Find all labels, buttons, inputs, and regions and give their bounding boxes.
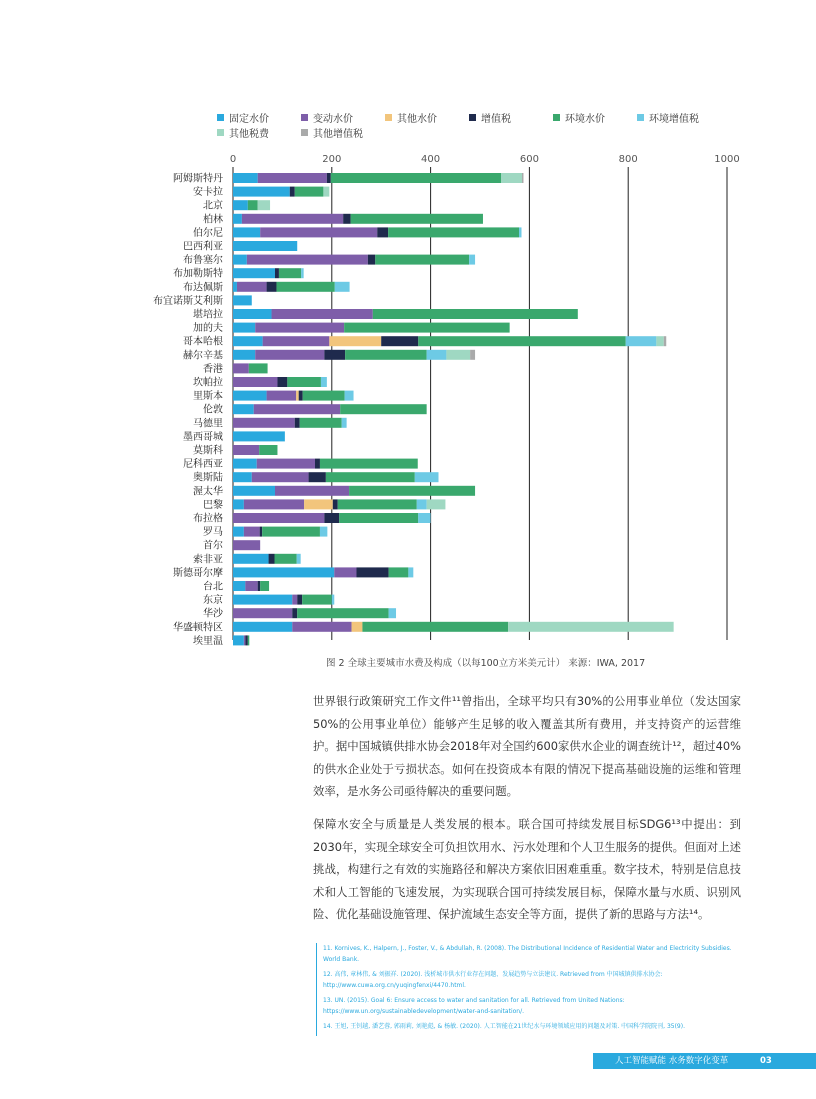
bar-segment <box>302 595 332 605</box>
bar-segment <box>299 391 303 401</box>
bar-segment <box>415 472 439 482</box>
bar-segment <box>275 268 279 278</box>
bar-segment <box>292 595 297 605</box>
bar-segment <box>292 608 297 618</box>
category-label: 埃里温 <box>193 635 223 647</box>
bar-segment <box>344 323 509 333</box>
bar-segment <box>331 173 501 183</box>
category-label: 东京 <box>203 595 223 607</box>
bar-segment <box>233 255 247 265</box>
bar-segment <box>501 173 522 183</box>
bar-segment <box>260 527 262 537</box>
category-label: 索非亚 <box>193 554 223 566</box>
category-label: 巴黎 <box>203 499 223 511</box>
bar-segment <box>267 282 277 292</box>
bar-segment <box>233 350 255 360</box>
bar-segment <box>276 282 334 292</box>
bar-segment <box>522 173 523 183</box>
bar-segment <box>233 391 267 401</box>
bar-segment <box>233 540 260 550</box>
legend-label: 环境水价 <box>565 114 605 125</box>
bar-segment <box>292 622 351 632</box>
bar-segment <box>233 459 257 469</box>
bar-segment <box>233 472 252 482</box>
bar-segment <box>362 622 508 632</box>
footnote-12: 12. 高伟, 章林伟, & 刘振祥. (2020). 浅析城市供水行业存在问题、发展趋势与立法建议. Retrieved from 中国城镇供排水协会: http://www.cuwa.org.cn/yuqingfenxi/4470.html. <box>323 971 663 989</box>
footer-title: 人工智能赋能 水务数字化变革 <box>615 1056 729 1066</box>
category-label: 台北 <box>203 581 223 593</box>
bar-segment <box>389 608 396 618</box>
category-label: 渥太华 <box>193 486 223 498</box>
category-label: 斯德哥尔摩 <box>173 567 223 579</box>
bar-segment <box>315 459 320 469</box>
category-label: 巴西利亚 <box>183 241 223 253</box>
category-label: 阿姆斯特丹 <box>173 173 223 185</box>
bar-segment <box>418 336 625 346</box>
category-label: 马德里 <box>193 418 223 430</box>
legend-label: 增值税 <box>481 114 511 125</box>
x-tick-label: 0 <box>229 154 237 165</box>
page-footer <box>593 1053 816 1069</box>
bar-segment <box>381 336 418 346</box>
bar-segment <box>233 363 249 373</box>
bar-segment <box>252 472 309 482</box>
bar-segment <box>357 567 389 577</box>
bar-segment <box>263 336 330 346</box>
x-tick-label: 1000 <box>714 154 740 165</box>
bar-segment <box>345 391 354 401</box>
body-paragraph-2: 保障水安全与质量是人类发展的根本。联合国可持续发展目标SDG6¹³中提出：到2030年，实现全球安全可负担饮用水、污水处理和个人卫生服务的提供。但面对上述挑战，构建行之有效的实施路径和解决方案依旧困难重重。数字技术，特别是信息技术和人工智能的飞速发展，为实现联合国可持续发展目标，保障水量与水质、识别风险、优化基础设施管理、保护流域生态安全等方面，提供了新的思路与方法¹⁴。 <box>313 817 741 921</box>
footnote-13: 13. UN. (2015). Goal 6: Ensure access to water and sanitation for all. Retrieved from United Nations: https://www.un.org/sustainabledevelopment/water-and-sanitation/. <box>323 997 625 1015</box>
bar-segment <box>338 499 417 509</box>
bar-segment <box>254 404 340 414</box>
bar-segment <box>656 336 663 346</box>
bar-segment <box>321 377 327 387</box>
bar-segment <box>352 622 363 632</box>
bar-segment <box>257 459 315 469</box>
bar-segment <box>320 459 418 469</box>
bar-segment <box>339 513 418 523</box>
category-label: 布达佩斯 <box>183 282 223 294</box>
category-label: 安卡拉 <box>193 187 223 199</box>
bar-segment <box>297 554 301 564</box>
bar-segment <box>323 187 329 197</box>
bar-segment <box>519 227 521 237</box>
bar-segment <box>233 404 254 414</box>
bar-segment <box>343 214 350 224</box>
bar-segment <box>269 554 275 564</box>
bar-segment <box>233 295 252 305</box>
bar-segment <box>245 581 257 591</box>
bar-segment <box>233 635 244 645</box>
bar-segment <box>233 268 275 278</box>
category-label: 布宜诺斯艾利斯 <box>153 295 223 307</box>
bar-segment <box>260 581 269 591</box>
bar-segment <box>242 214 343 224</box>
bar-segment <box>258 200 270 210</box>
bar-segment <box>244 527 260 537</box>
bar-segment <box>233 527 244 537</box>
bar-segment <box>247 255 368 265</box>
bar-segment <box>408 567 413 577</box>
bar-segment <box>233 595 292 605</box>
bar-segment <box>388 227 519 237</box>
bar-segment <box>272 309 373 319</box>
bar-segment <box>233 581 245 591</box>
bar-segment <box>233 567 334 577</box>
bar-segment <box>626 336 657 346</box>
category-label: 坎帕拉 <box>193 377 223 389</box>
bar-segment <box>233 336 263 346</box>
bar-segment <box>301 268 303 278</box>
category-label: 赫尔辛基 <box>183 350 223 362</box>
bar-segment <box>233 323 255 333</box>
bar-segment <box>233 622 292 632</box>
category-label: 哥本哈根 <box>183 336 223 348</box>
bar-segment <box>297 608 388 618</box>
bar-segment <box>332 595 334 605</box>
bar-segment <box>233 418 295 428</box>
legend-label: 固定水价 <box>229 114 269 125</box>
bar-segment <box>368 255 375 265</box>
bar-segment <box>275 486 349 496</box>
bar-segment <box>427 499 446 509</box>
bar-segment <box>295 418 300 428</box>
bar-segment <box>233 200 248 210</box>
x-tick-label: 400 <box>421 154 441 165</box>
category-label: 华沙 <box>203 608 223 620</box>
footnote-11: 11. Kornives, K., Halpern, J., Foster, V., & Abdullah, R. (2008). The Distributional Incidence of Residential Water and Electricity Subsidies. World Bank. <box>323 945 732 963</box>
category-label: 堪培拉 <box>193 309 223 321</box>
bar-segment <box>233 309 272 319</box>
bar-segment <box>233 187 290 197</box>
bar-segment <box>249 363 268 373</box>
category-label: 伯尔尼 <box>193 227 223 239</box>
category-label: 北京 <box>203 200 223 212</box>
legend-label: 其他税费 <box>229 129 269 140</box>
bar-segment <box>349 486 475 496</box>
bar-segment <box>304 499 333 509</box>
bar-segment <box>267 391 297 401</box>
bar-segment <box>248 200 258 210</box>
bar-segment <box>345 350 427 360</box>
category-label: 香港 <box>203 363 223 375</box>
bar-segment <box>303 391 345 401</box>
bar-segment <box>237 282 267 292</box>
bar-segment <box>244 499 304 509</box>
bar-segment <box>333 499 338 509</box>
bar-segment <box>233 513 324 523</box>
figure-caption: 图 2 全球主要城市水费及构成（以每100立方米美元计） 来源：IWA, 2017 <box>326 658 646 669</box>
bar-segment <box>277 377 287 387</box>
bar-segment <box>233 486 275 496</box>
footnotes <box>316 943 748 1036</box>
legend-label: 其他水价 <box>397 114 437 125</box>
bar-segment <box>233 608 292 618</box>
bar-segment <box>300 418 342 428</box>
bar-segment <box>324 350 345 360</box>
bar-segment <box>470 350 475 360</box>
bar-segment <box>297 595 302 605</box>
bar-segment <box>377 227 388 237</box>
bar-segment <box>279 268 301 278</box>
bar-segment <box>326 472 415 482</box>
bar-segment <box>329 336 381 346</box>
category-label: 华盛顿特区 <box>173 622 223 634</box>
bar-segment <box>233 499 244 509</box>
bar-segment <box>233 173 258 183</box>
category-label: 伦敦 <box>203 404 223 416</box>
bar-segment <box>427 350 447 360</box>
bar-segment <box>417 499 427 509</box>
category-label: 首尔 <box>203 540 223 552</box>
x-tick-label: 600 <box>519 154 539 165</box>
page-number: 03 <box>760 1056 772 1066</box>
bar-segment <box>258 581 260 591</box>
bar-segment <box>274 554 296 564</box>
bar-segment <box>320 527 327 537</box>
category-label: 奥斯陆 <box>193 472 223 484</box>
footnote-14: 14. 王旭, 王钊越, 潘艺蓉, 郭雨莉, 刘艳彪, & 杨敏. (2020). 人工智能在21世纪水与环境领域应用的问题及对策. 中国科学院院刊, 35(9). <box>323 1023 685 1030</box>
bar-segment <box>255 350 324 360</box>
category-label: 尼科西亚 <box>183 459 223 471</box>
bar-segment <box>245 635 247 645</box>
bar-segment <box>260 227 377 237</box>
bar-segment <box>342 418 347 428</box>
bar-segment <box>255 323 344 333</box>
bar-segment <box>233 445 259 455</box>
legend-label: 环境增值税 <box>649 114 699 125</box>
bar-segment <box>446 350 470 360</box>
bar-segment <box>508 622 673 632</box>
x-tick-label: 800 <box>618 154 638 165</box>
bar-segment <box>258 173 327 183</box>
legend-label: 其他增值税 <box>313 129 363 140</box>
bar-segment <box>290 187 295 197</box>
bar-segment <box>233 214 242 224</box>
bar-segment <box>351 214 483 224</box>
bar-segment <box>418 513 430 523</box>
bar-segment <box>259 445 277 455</box>
body-paragraph-1: 世界银行政策研究工作文件¹¹曾指出，全球平均只有30%的公用事业单位（发达国家50%的公用事业单位）能够产生足够的收入覆盖其所有费用，并支持资产的运营维护。据中国城镇供排水协会2018年对全国约600家供水企业的调查统计¹²，超过40%的供水企业处于亏损状态。如何在投资成本有限的情况下提高基础设施的运维和管理效率，是水务公司亟待解决的重要问题。 <box>313 694 741 798</box>
bar-segment <box>287 377 321 387</box>
bar-segment <box>327 173 331 183</box>
bar-segment <box>248 635 249 645</box>
category-label: 布鲁塞尔 <box>183 255 223 267</box>
bar-segment <box>664 336 666 346</box>
x-tick-label: 200 <box>322 154 342 165</box>
bar-segment <box>373 309 578 319</box>
bar-segment <box>324 513 339 523</box>
bar-segment <box>233 227 260 237</box>
bar-segment <box>334 567 356 577</box>
bar-segment <box>375 255 469 265</box>
bar-segment <box>335 282 350 292</box>
category-label: 布加勒斯特 <box>173 268 223 280</box>
legend-label: 变动水价 <box>313 114 353 125</box>
bar-segment <box>469 255 475 265</box>
bar-segment <box>233 554 269 564</box>
bar-segment <box>233 377 277 387</box>
bar-segment <box>296 391 298 401</box>
category-label: 柏林 <box>203 214 223 226</box>
bar-segment <box>309 472 326 482</box>
bar-segment <box>233 241 297 251</box>
category-label: 布拉格 <box>193 513 223 525</box>
bar-segment <box>233 282 237 292</box>
category-label: 加的夫 <box>193 323 223 335</box>
bar-segment <box>389 567 409 577</box>
category-label: 里斯本 <box>193 391 223 403</box>
bar-segment <box>340 404 426 414</box>
bar-segment <box>244 635 245 645</box>
category-label: 罗马 <box>203 527 223 539</box>
category-label: 墨西哥城 <box>183 431 223 443</box>
bar-segment <box>262 527 320 537</box>
bar-segment <box>233 431 285 441</box>
bar-segment <box>295 187 324 197</box>
category-label: 莫斯科 <box>193 445 223 457</box>
